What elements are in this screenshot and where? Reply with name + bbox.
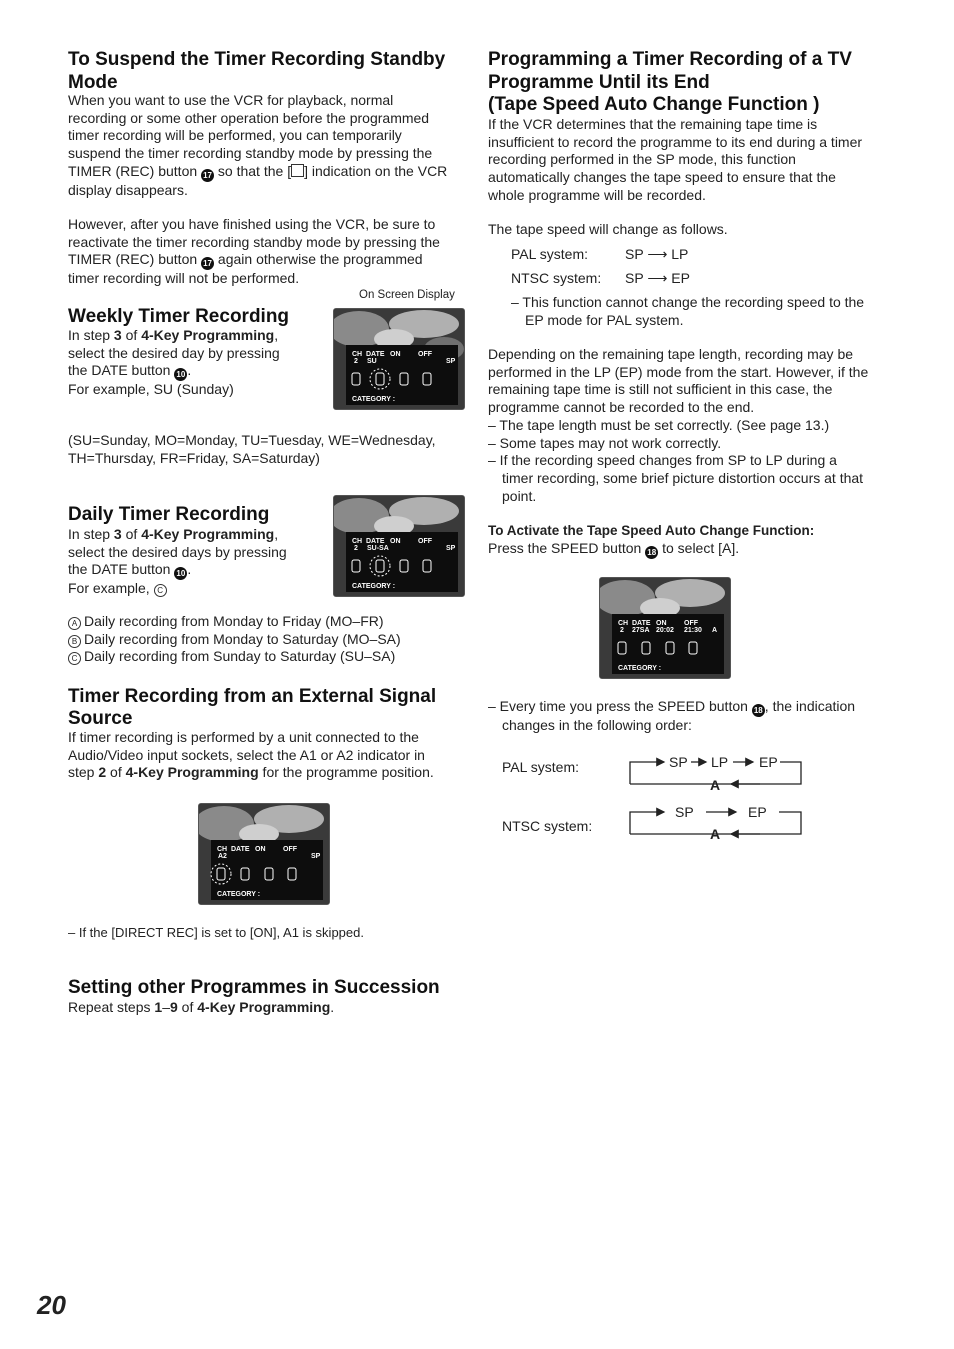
text-line: the DATE button 10 . <box>68 561 192 579</box>
text-line: Depending on the remaining tape length, recording may be <box>488 346 854 362</box>
osd-screen-daily <box>333 495 465 597</box>
osd-speed-value: SP <box>446 545 456 552</box>
suspend-paragraph-2 <box>68 216 468 288</box>
weekly-heading: Weekly Timer Recording <box>68 306 290 327</box>
activate-subheading: To Activate the Tape Speed Auto Change Function: <box>488 523 815 538</box>
depend-paragraph <box>488 346 898 505</box>
text-line: reactivate the timer recording standby mode by pressing the <box>68 233 440 250</box>
external-paragraph <box>68 729 468 782</box>
text-line: If timer recording is performed by a unit connected to the <box>68 729 419 745</box>
daily-paragraph <box>68 526 328 598</box>
osd-speed-value: A <box>712 627 718 634</box>
timer-indicator-icon <box>291 164 304 177</box>
pal-system-value: SP ⟶ LP <box>625 246 689 262</box>
suspend-heading-line1: To Suspend the Timer Recording Standby <box>68 49 446 70</box>
page-number: 20 <box>37 1290 66 1320</box>
osd-category-label: CATEGORY : <box>352 583 396 590</box>
osd-ch-value: 2 <box>620 627 624 634</box>
button-number-icon: 17 <box>201 257 214 270</box>
text-line: TIMER (REC) button 17 so that the [ ] indication on the VCR <box>68 162 448 180</box>
succession-paragraph: Repeat steps 1–9 of 4-Key Programming. <box>68 999 335 1015</box>
speed-order-note <box>488 698 898 735</box>
text-line: Audio/Video input sockets, select the A1 or A2 indicator in <box>68 746 425 763</box>
daily-heading: Daily Timer Recording <box>68 504 270 525</box>
osd-ch-label: CH <box>217 846 228 853</box>
osd-speed-value: SP <box>446 358 456 365</box>
circled-letter-icon: B <box>68 635 81 648</box>
osd-on-value: 20:02 <box>656 627 674 634</box>
daily-options-list <box>68 613 468 666</box>
list-item: A Daily recording from Monday to Friday (MO–FR) <box>68 613 468 631</box>
text-line: – Every time you press the SPEED button 18 , the indication <box>488 698 856 715</box>
osd-category-label: CATEGORY : <box>352 396 396 403</box>
tape-speed-intro <box>488 116 888 205</box>
text-line: whole programme will be recorded. <box>488 186 706 203</box>
osd-ch-label: CH <box>352 538 363 545</box>
osd-ch-value: A2 <box>218 853 227 860</box>
osd-caption: On Screen Display <box>359 289 455 301</box>
text-line: However, after you have finished using the VCR, be sure to <box>68 216 436 232</box>
text-line: TH=Thursday, FR=Friday, SA=Saturday) <box>68 449 320 466</box>
text-line: insufficient to record the programme to its end during a timer <box>488 133 863 150</box>
button-number-icon: 18 <box>645 546 658 559</box>
osd-date-label: DATE <box>366 351 385 358</box>
text-line: In step 3 of 4-Key Programming, <box>68 327 279 343</box>
text-line: the DATE button 10 . <box>68 362 192 380</box>
osd-category-label: CATEGORY : <box>618 665 662 672</box>
diagram-ntsc-label: NTSC system: <box>502 818 593 834</box>
activate-text: Press the SPEED button 18 to select [A]. <box>488 540 740 557</box>
osd-date-value: SU <box>367 358 377 365</box>
osd-off-label: OFF <box>418 538 432 545</box>
osd-ch-label: CH <box>618 620 629 627</box>
speed-cycle-diagram <box>620 748 810 844</box>
external-note: – If the [DIRECT REC] is set to [ON], A1 is skipped. <box>68 925 364 940</box>
osd-off-value: 21:30 <box>684 627 702 634</box>
text-line: TIMER (REC) button 17 again otherwise the programmed <box>68 251 423 269</box>
succession-heading: Setting other Programmes in Succession <box>68 977 440 998</box>
ntsc-system-label: NTSC system: <box>511 270 602 286</box>
osd-date-value: SU-SA <box>367 545 389 552</box>
tape-speed-heading-line1: Programming a Timer Recording of a TV <box>488 49 852 70</box>
pal-lp-label: LP <box>711 754 729 770</box>
text-line: automatically changes the tape speed to ensure that the <box>488 169 836 186</box>
osd-on-label: ON <box>390 351 401 358</box>
text-line: In step 3 of 4-Key Programming, <box>68 526 279 542</box>
text-line: If the VCR determines that the remaining tape time is <box>488 116 818 132</box>
weekly-days-legend <box>68 432 468 467</box>
pal-ep-label: EP <box>759 754 778 770</box>
text-line: recording or some other operation before the programmed <box>68 109 430 126</box>
pal-a-label: A <box>710 777 721 793</box>
osd-off-label: OFF <box>684 620 698 627</box>
button-number-icon: 17 <box>201 169 214 182</box>
text-line: select the desired days by pressing <box>68 543 287 560</box>
ntsc-a-label: A <box>710 826 721 842</box>
osd-on-label: ON <box>390 538 401 545</box>
text-line: (SU=Sunday, MO=Monday, TU=Tuesday, WE=Wednesday, <box>68 432 436 448</box>
text-line: timer recording will be performed, you can temporarily <box>68 127 402 144</box>
list-item: C Daily recording from Sunday to Saturday (SU–SA) <box>68 648 468 666</box>
osd-off-label: OFF <box>418 351 432 358</box>
osd-screen-external <box>198 803 330 905</box>
text-line: select the desired day by pressing <box>68 344 280 361</box>
text-line: timer recording will not be performed. <box>68 270 300 287</box>
button-number-icon: 10 <box>174 567 187 580</box>
text-line: timer recording, some brief picture distortion occurs at that <box>502 469 864 486</box>
text-line: recording performed in the SP mode, this function <box>488 151 796 168</box>
ntsc-ep-label: EP <box>748 804 767 820</box>
osd-on-label: ON <box>255 846 266 853</box>
text-line: remaining tape time is still not sufficient in this case, the <box>488 381 833 398</box>
tape-speed-heading-line2: Programme Until its End <box>488 72 710 93</box>
pal-system-label: PAL system: <box>511 246 589 262</box>
button-number-icon: 10 <box>174 368 187 381</box>
external-heading-line2: Source <box>68 708 133 729</box>
suspend-paragraph-1 <box>68 92 468 200</box>
pal-note <box>511 294 901 329</box>
osd-date-value: 27SA <box>632 627 650 634</box>
text-line: For example, C <box>68 580 328 598</box>
text-line: – This function cannot change the recording speed to the <box>511 294 865 310</box>
external-heading-line1: Timer Recording from an External Signal <box>68 686 437 707</box>
text-line: programme cannot be recorded to the end. <box>488 399 755 416</box>
list-item: – The tape length must be set correctly. (See page 13.) <box>488 416 830 433</box>
osd-off-label: OFF <box>283 846 297 853</box>
ntsc-system-value: SP ⟶ EP <box>625 270 690 286</box>
text-line: changes in the following order: <box>502 717 692 733</box>
circled-letter-icon: A <box>68 617 81 630</box>
osd-on-label: ON <box>656 620 667 627</box>
osd-date-label: DATE <box>632 620 651 627</box>
osd-ch-label: CH <box>352 351 363 358</box>
circled-letter-icon: C <box>154 584 167 597</box>
text-line: suspend the timer recording standby mode by pressing the <box>68 145 433 162</box>
text-line: performed in the LP (EP) mode from the start. However, if the <box>488 363 869 380</box>
osd-screen-weekly <box>333 308 465 410</box>
text-line: When you want to use the VCR for playback, normal <box>68 92 394 108</box>
osd-ch-value: 2 <box>354 545 358 552</box>
osd-date-label: DATE <box>231 846 250 853</box>
osd-speed-value: SP <box>311 853 321 860</box>
osd-category-label: CATEGORY : <box>217 891 261 898</box>
text-line: EP mode for PAL system. <box>525 311 684 328</box>
tape-speed-heading-line3: (Tape Speed Auto Change Function ) <box>488 94 820 115</box>
list-item: – Some tapes may not work correctly. <box>488 434 722 451</box>
text-line: display disappears. <box>68 181 188 198</box>
pal-sp-label: SP <box>669 754 688 770</box>
text-line: step 2 of 4-Key Programming for the programme position. <box>68 764 434 781</box>
list-item: – If the recording speed changes from SP to LP during a <box>488 452 837 469</box>
osd-screen-speed <box>599 577 731 679</box>
circled-letter-icon: C <box>68 652 81 665</box>
diagram-pal-label: PAL system: <box>502 759 580 775</box>
suspend-heading-line2: Mode <box>68 72 118 93</box>
button-number-icon: 18 <box>752 704 765 717</box>
ntsc-sp-label: SP <box>675 804 694 820</box>
text-line: point. <box>502 487 537 504</box>
list-item: B Daily recording from Monday to Saturday (MO–SA) <box>68 631 468 649</box>
osd-date-label: DATE <box>366 538 385 545</box>
weekly-paragraph <box>68 327 328 399</box>
text-line: For example, SU (Sunday) <box>68 381 234 398</box>
osd-ch-value: 2 <box>354 358 358 365</box>
tape-speed-change-intro: The tape speed will change as follows. <box>488 221 728 237</box>
